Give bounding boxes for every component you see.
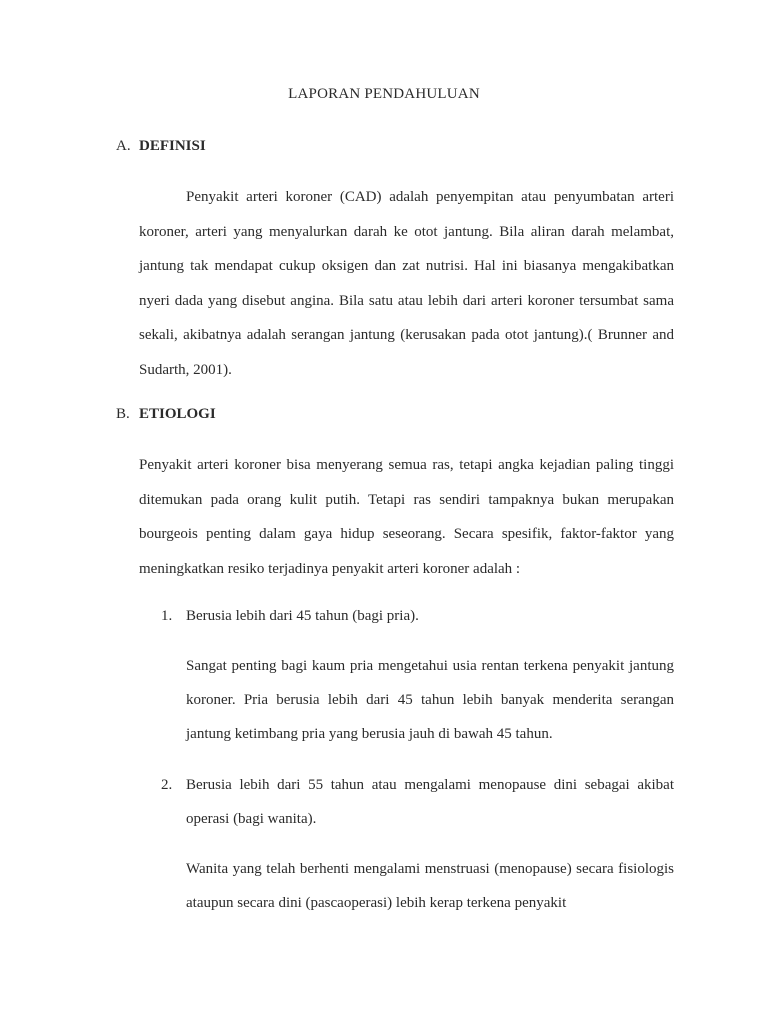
list-item-text: Berusia lebih dari 55 tahun atau mengalami menopause dini sebagai akibat operasi (bagi wanita). (186, 777, 674, 827)
section-b-paragraph: Penyakit arteri koroner bisa menyerang semua ras, tetapi angka kejadian paling tinggi ditemukan pada orang kulit putih. Tetapi ras sendiri tampaknya bukan merupakan bourgeois penting dalam gaya hidup seseorang. Secara spesifik, faktor-faktor yang meningkatkan resiko terjadinya penyakit arteri koroner adalah : (139, 457, 674, 577)
section-a-title: DEFINISI (139, 138, 206, 154)
list-item (161, 768, 674, 836)
list-item-number: 1. (161, 608, 173, 624)
list-item-text: Berusia lebih dari 45 tahun (bagi pria). (186, 608, 419, 624)
list-item-detail: Wanita yang telah berhenti mengalami menstruasi (menopause) secara fisiologis ataupun secara dini (pascaoperasi) lebih kerap terkena penyakit (186, 861, 674, 911)
list-item-number: 2. (161, 777, 173, 793)
section-b-marker: B. (116, 406, 130, 422)
document-title: LAPORAN PENDAHULUAN (288, 86, 480, 102)
list-item-detail: Sangat penting bagi kaum pria mengetahui usia rentan terkena penyakit jantung koroner. Pria berusia lebih dari 45 tahun lebih banyak menderita serangan jantung ketimbang pria yang berusia jauh di bawah 45 tahun. (186, 658, 674, 742)
section-a-marker: A. (116, 138, 131, 154)
section-a-heading (116, 138, 206, 155)
section-b-title: ETIOLOGI (139, 406, 216, 422)
section-b-heading (116, 406, 216, 423)
section-a-paragraph: Penyakit arteri koroner (CAD) adalah penyempitan atau penyumbatan arteri koroner, arteri yang menyalurkan darah ke otot jantung. Bila aliran darah melambat, jantung tak mendapat cukup oksigen dan zat nutrisi. Hal ini biasanya mengakibatkan nyeri dada yang disebut angina. Bila satu atau lebih dari arteri koroner tersumbat sama sekali, akibatnya adalah serangan jantung (kerusakan pada otot jantung).( Brunner and Sudarth, 2001). (139, 189, 674, 378)
list-item (161, 599, 674, 633)
